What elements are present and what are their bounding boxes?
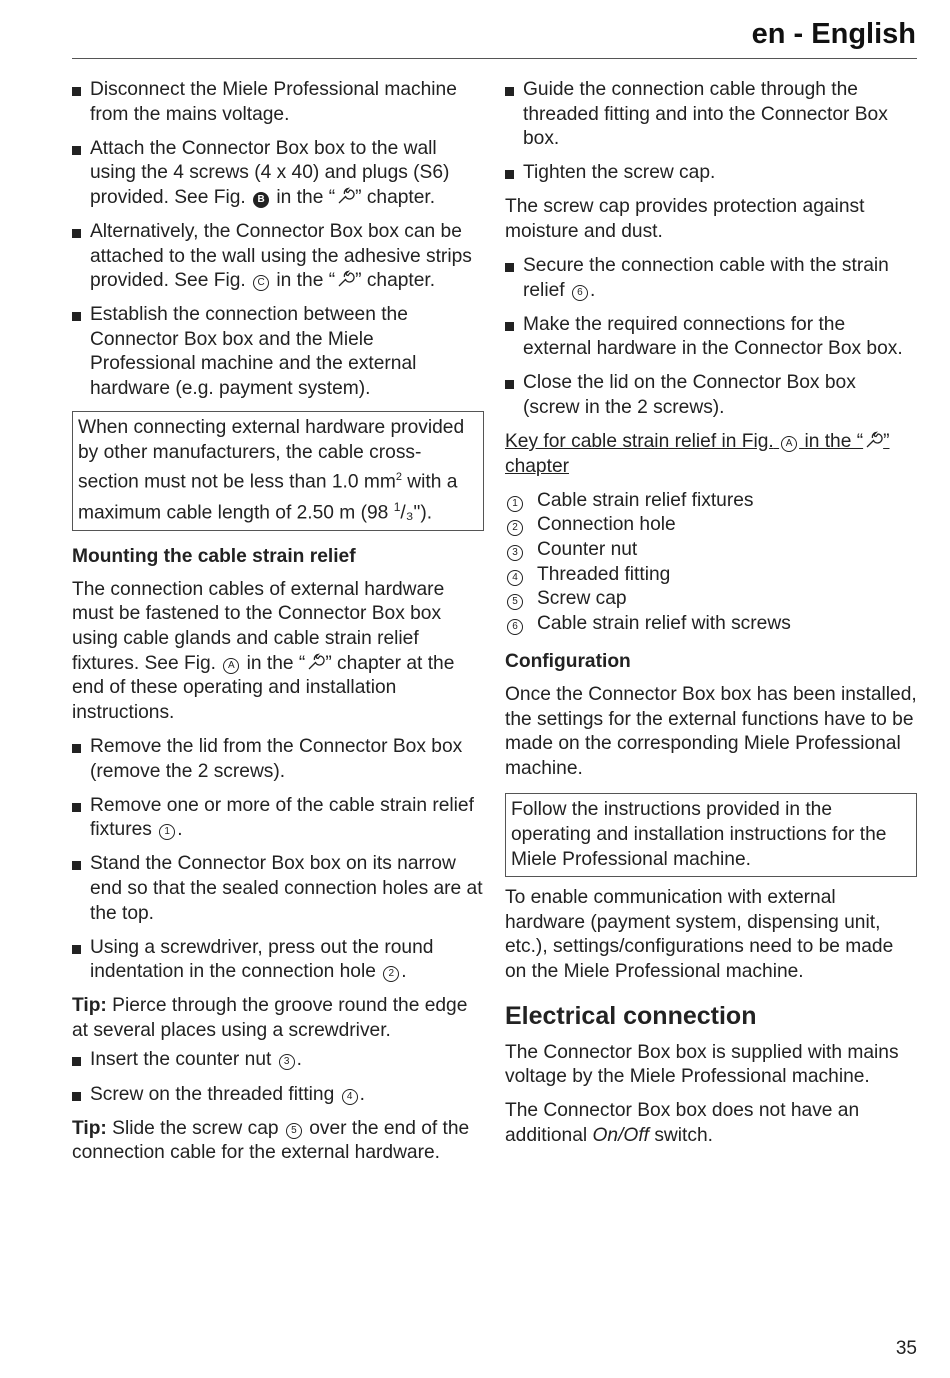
instruction-text: Guide the connection cable through the threaded fitting and into the Connector Box box.: [523, 79, 888, 150]
instruction-text: ” chapter.: [355, 270, 436, 292]
instruction-text: Using a screwdriver, press out the round indentation in the connection hole: [90, 936, 434, 983]
key-heading-text: in the “: [804, 431, 864, 453]
key-heading-text: Key for cable strain relief in Fig.: [505, 431, 774, 453]
tip-text: Slide the screw cap: [106, 1117, 279, 1139]
key-label: Counter nut: [537, 539, 638, 560]
configuration-heading: Configuration: [505, 651, 631, 673]
instruction-text: Stand the Connector Box box on its narrow end so that the sealed connection holes are at the top.: [90, 853, 483, 924]
key-item: [505, 612, 917, 637]
instruction-text: Insert the counter nut: [90, 1049, 272, 1071]
page-title: en - English: [751, 18, 916, 50]
instruction-make-connections: [505, 313, 917, 362]
key-item: [505, 587, 917, 612]
key-label: Screw cap: [537, 588, 627, 610]
strain-relief-paragraph: [72, 578, 484, 726]
instruction-attach-screws: [72, 137, 484, 211]
paragraph-text: ” chapter at the end of these operating and installation instructions.: [72, 652, 455, 723]
tip-text: over the end of the connection cable for the external hardware.: [72, 1117, 470, 1164]
key-label: Cable strain relief fixtures: [537, 489, 754, 511]
instruction-text: Remove the lid from the Connector Box box (remove the 2 screws).: [90, 735, 463, 782]
key-item: [505, 538, 917, 563]
key-list: [505, 489, 917, 637]
wrench-icon: [863, 430, 883, 450]
instruction-text: Tighten the screw cap.: [523, 162, 716, 184]
instruction-remove-fixtures: [72, 794, 484, 843]
electrical-connection-heading: Electrical connection: [505, 1001, 757, 1030]
configuration-paragraph: Once the Connector Box box has been installed, the settings for the external functions have to be made on the corresponding Miele Professional machine.: [505, 683, 917, 779]
instruction-text: Establish the connection between the Connector Box box and the Miele Professional machine and the external hardware (e.g. payment system).: [90, 304, 417, 400]
electrical-paragraph-2: [505, 1099, 917, 1148]
instruction-establish-connection: [72, 303, 484, 401]
follow-instructions-note: Follow the instructions provided in the operating and installation instructions for the Miele Professional machine.: [505, 793, 917, 877]
key-item: [505, 489, 917, 514]
instruction-text: .: [589, 279, 596, 301]
callout-number: 1: [159, 824, 175, 840]
tip-pierce: [72, 994, 484, 1043]
instruction-tighten-cap: [505, 161, 917, 186]
key-number: 2: [507, 520, 523, 536]
key-number: 3: [507, 545, 523, 561]
tip-label: Tip:: [72, 995, 107, 1017]
instruction-stand-box: [72, 852, 484, 926]
wrench-icon: [305, 652, 325, 672]
paragraph-text: The connection cables of external hardware must be fastened to the Connector Box box using cable glands and cable strain relief fixtures. See Fig.: [72, 578, 445, 674]
wrench-icon: [335, 186, 355, 206]
tip-label: Tip:: [72, 1117, 107, 1139]
tip-text: Pierce through the groove round the edge at several places using a screwdriver.: [72, 995, 468, 1041]
electrical-paragraph-1: The Connector Box box is supplied with mains voltage by the Miele Professional machine.: [505, 1041, 899, 1088]
callout-number: 6: [572, 285, 588, 301]
instruction-text: Screw on the threaded fitting: [90, 1083, 335, 1105]
note-text: When connecting external hardware provided by other manufacturers, the cable cross-section must not be less than 1.0 mm: [78, 417, 465, 493]
instruction-secure-cable: [505, 254, 917, 303]
header-rule: [72, 58, 917, 59]
paragraph-text: switch.: [649, 1124, 713, 1146]
instruction-guide-cable: [505, 78, 917, 152]
callout-number: 5: [286, 1123, 302, 1139]
instruction-text: in the “: [276, 270, 336, 292]
page-number: 35: [895, 1338, 917, 1359]
instruction-close-lid: [505, 371, 917, 420]
instruction-text: Make the required connections for the external hardware in the Connector Box box.: [523, 313, 903, 360]
instruction-insert-nut: [72, 1048, 484, 1073]
instruction-attach-adhesive: [72, 220, 484, 294]
key-heading-text: ” chapter: [505, 431, 890, 477]
fraction-numerator: 1: [393, 500, 401, 515]
key-item: [505, 563, 917, 588]
on-off-switch-text: On/Off: [592, 1124, 649, 1146]
callout-number: 3: [279, 1054, 295, 1070]
callout-number: 2: [383, 966, 399, 982]
paragraph-text: The Connector Box box does not have an additional: [505, 1100, 860, 1146]
key-number: 1: [507, 496, 523, 512]
figure-a-marker: A: [781, 436, 797, 452]
paragraph-text: in the “: [246, 652, 306, 674]
key-number: 5: [507, 594, 523, 610]
figure-b-marker: B: [253, 192, 269, 208]
screw-cap-paragraph: The screw cap provides protection against moisture and dust.: [505, 196, 865, 242]
instruction-text: .: [177, 819, 183, 841]
wrench-icon: [335, 269, 355, 289]
figure-c-marker: C: [253, 275, 269, 291]
instruction-text: Close the lid on the Connector Box box (screw in the 2 screws).: [523, 372, 856, 419]
instruction-text: .: [296, 1049, 303, 1071]
note-text: /₃").: [400, 502, 433, 524]
strain-relief-heading: Mounting the cable strain relief: [72, 546, 356, 568]
instruction-text: Attach the Connector Box box to the wall using the 4 screws (4 x 40) and plugs (S6) provided. See Fig.: [90, 137, 450, 208]
instruction-text: in the “: [276, 186, 336, 208]
superscript: 2: [395, 471, 402, 484]
instruction-text: .: [359, 1083, 365, 1105]
key-number: 6: [507, 619, 523, 635]
callout-number: 4: [342, 1089, 358, 1105]
instruction-text: ” chapter.: [355, 186, 436, 208]
figure-a-marker: A: [223, 658, 239, 674]
cable-note-box: [72, 411, 484, 531]
configuration-paragraph-2: To enable communication with external hardware (payment system, dispensing unit, etc.), settings/configurations need to be made on the Miele Professional machine.: [505, 887, 894, 982]
key-heading: [505, 430, 917, 479]
left-column: [72, 78, 484, 1175]
note-text: with a maximum cable length of 2.50 m (98: [78, 471, 458, 524]
instruction-text: Disconnect the Miele Professional machine from the mains voltage.: [90, 79, 457, 125]
instruction-press-out: [72, 936, 484, 985]
instruction-text: .: [401, 961, 407, 983]
instruction-text: Secure the connection cable with the strain relief: [523, 255, 889, 301]
key-number: 4: [507, 570, 523, 586]
instruction-disconnect: [72, 78, 484, 127]
tip-screw-cap: [72, 1117, 484, 1166]
key-item: [505, 513, 917, 538]
key-label: Cable strain relief with screws: [537, 612, 791, 634]
instruction-text: Alternatively, the Connector Box box can be attached to the wall using the adhesive strips provided. See Fig.: [90, 220, 472, 292]
key-label: Threaded fitting: [537, 563, 671, 585]
key-label: Connection hole: [537, 514, 676, 536]
instruction-screw-fitting: [72, 1083, 484, 1108]
right-column: [505, 78, 917, 1158]
instruction-text: Remove one or more of the cable strain relief fixtures: [90, 794, 474, 841]
instruction-remove-lid: [72, 735, 484, 784]
